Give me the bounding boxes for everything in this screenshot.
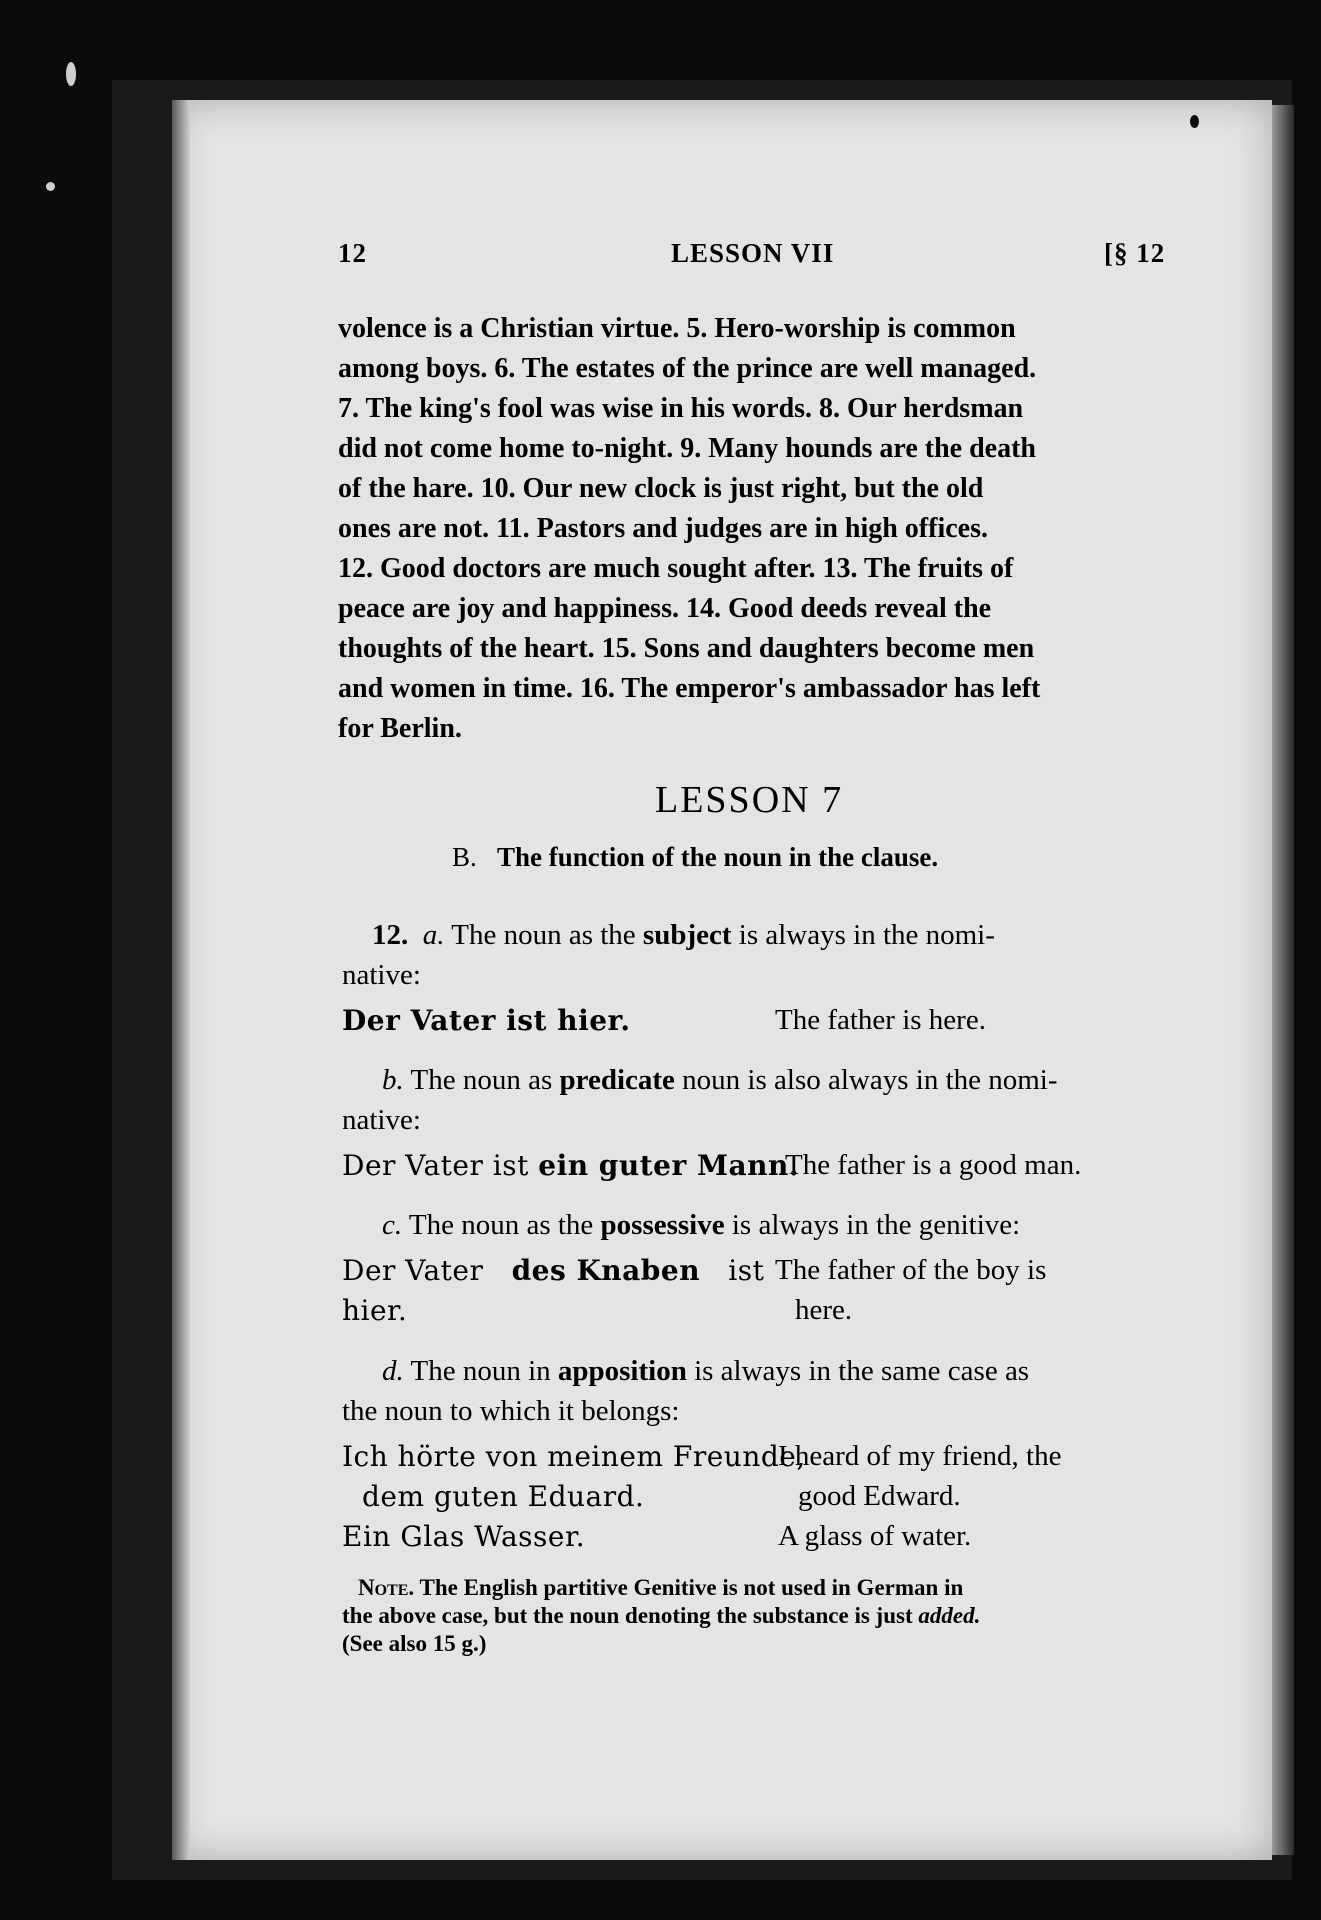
rule-text: noun is also always in the nomi-	[682, 1064, 1058, 1096]
english-example: I heard of my friend, the	[778, 1440, 1062, 1472]
exercise-line: and women in time. 16. The emperor's ambassador has left	[338, 673, 1041, 704]
rule-b-line	[382, 1064, 1058, 1097]
rule-keyword: apposition	[557, 1355, 687, 1387]
exercise-line: for Berlin.	[338, 713, 462, 744]
english-example: The father of the boy is	[775, 1254, 1047, 1286]
english-example-continuation: here.	[795, 1294, 853, 1326]
german-text: Der Vater ist	[342, 1149, 529, 1182]
rule-keyword: possessive	[600, 1209, 725, 1241]
exercise-line: peace are joy and happiness. 14. Good deeds reveal the	[338, 593, 992, 624]
german-example	[342, 1254, 764, 1287]
scan-speck	[1190, 115, 1199, 128]
scan-speck	[66, 62, 76, 86]
note-text: The English partitive Genitive is not used in German in	[419, 1575, 964, 1600]
german-text: ist	[728, 1254, 765, 1287]
section-title-text: The function of the noun in the clause.	[497, 842, 939, 872]
exercise-line: thoughts of the heart. 15. Sons and daughters become men	[338, 633, 1035, 664]
exercise-line: among boys. 6. The estates of the prince are well managed.	[338, 353, 1037, 384]
rule-keyword: subject	[642, 919, 732, 951]
exercise-line: 12. Good doctors are much sought after. 13. The fruits of	[338, 553, 1014, 584]
rule-text: The noun as the	[408, 1209, 594, 1241]
english-example: The father is a good man.	[785, 1149, 1082, 1181]
rule-text: The noun as the	[451, 919, 636, 951]
german-example	[342, 1149, 799, 1182]
running-title: LESSON VII	[671, 238, 835, 268]
note-line	[358, 1575, 963, 1601]
exercise-line: volence is a Christian virtue. 5. Hero-worship is common	[338, 313, 1016, 344]
lesson-title: LESSON 7	[655, 779, 844, 821]
exercise-line: of the hare. 10. Our new clock is just right, but the old	[338, 473, 984, 504]
paragraph-number: 12.	[372, 919, 409, 951]
rule-b-continuation: native:	[342, 1104, 421, 1136]
note-label: Note.	[358, 1575, 415, 1600]
rule-keyword: predicate	[559, 1064, 675, 1096]
rule-text: is always in the same case as	[694, 1355, 1030, 1387]
english-example-continuation: good Edward.	[798, 1480, 961, 1512]
note-line: (See also 15 g.)	[342, 1631, 487, 1656]
rule-a-line	[372, 919, 995, 952]
page-number: 12	[338, 238, 367, 268]
exercise-line: did not come home to-night. 9. Many hounds are the death	[338, 433, 1036, 464]
rule-d-line	[382, 1355, 1029, 1388]
section-letter: B.	[452, 842, 477, 872]
section-title	[452, 842, 938, 873]
rule-text: is always in the nomi-	[738, 919, 995, 951]
rule-letter: a.	[422, 919, 445, 951]
rule-letter: c.	[382, 1209, 403, 1241]
rule-d-continuation: the noun to which it belongs:	[342, 1395, 680, 1427]
note-line	[342, 1603, 980, 1629]
rule-text: The noun in	[410, 1355, 551, 1387]
note-text: the above case, but the noun denoting the substance is just	[342, 1603, 913, 1628]
german-example-continuation: hier.	[342, 1294, 408, 1327]
rule-c-line	[382, 1209, 1020, 1242]
german-text: Der Vater	[342, 1254, 484, 1287]
rule-text: is always in the genitive:	[731, 1209, 1021, 1241]
german-text-bold: ein guter Mann.	[538, 1149, 800, 1182]
rule-letter: b.	[382, 1064, 404, 1096]
section-reference: [§ 12	[1104, 238, 1166, 268]
german-example: Ich hörte von meinem Freunde,	[342, 1440, 806, 1473]
rule-text: The noun as	[410, 1064, 553, 1096]
page-gutter-shadow	[172, 100, 190, 1860]
german-example-continuation: dem guten Eduard.	[362, 1480, 645, 1513]
scan-speck	[46, 182, 55, 191]
english-example: A glass of water.	[778, 1520, 972, 1552]
german-example: Der Vater ist hier.	[342, 1004, 631, 1037]
exercise-line: ones are not. 11. Pastors and judges are in high offices.	[338, 513, 988, 544]
rule-letter: d.	[382, 1355, 404, 1387]
german-text-bold: des Knaben	[511, 1254, 701, 1287]
german-example: Ein Glas Wasser.	[342, 1520, 586, 1553]
exercise-line: 7. The king's fool was wise in his words. 8. Our herdsman	[338, 393, 1024, 424]
english-example: The father is here.	[775, 1004, 986, 1036]
rule-a-continuation: native:	[342, 959, 421, 991]
note-emphasis: added.	[918, 1603, 981, 1628]
page-edge-shadow	[1272, 105, 1294, 1855]
